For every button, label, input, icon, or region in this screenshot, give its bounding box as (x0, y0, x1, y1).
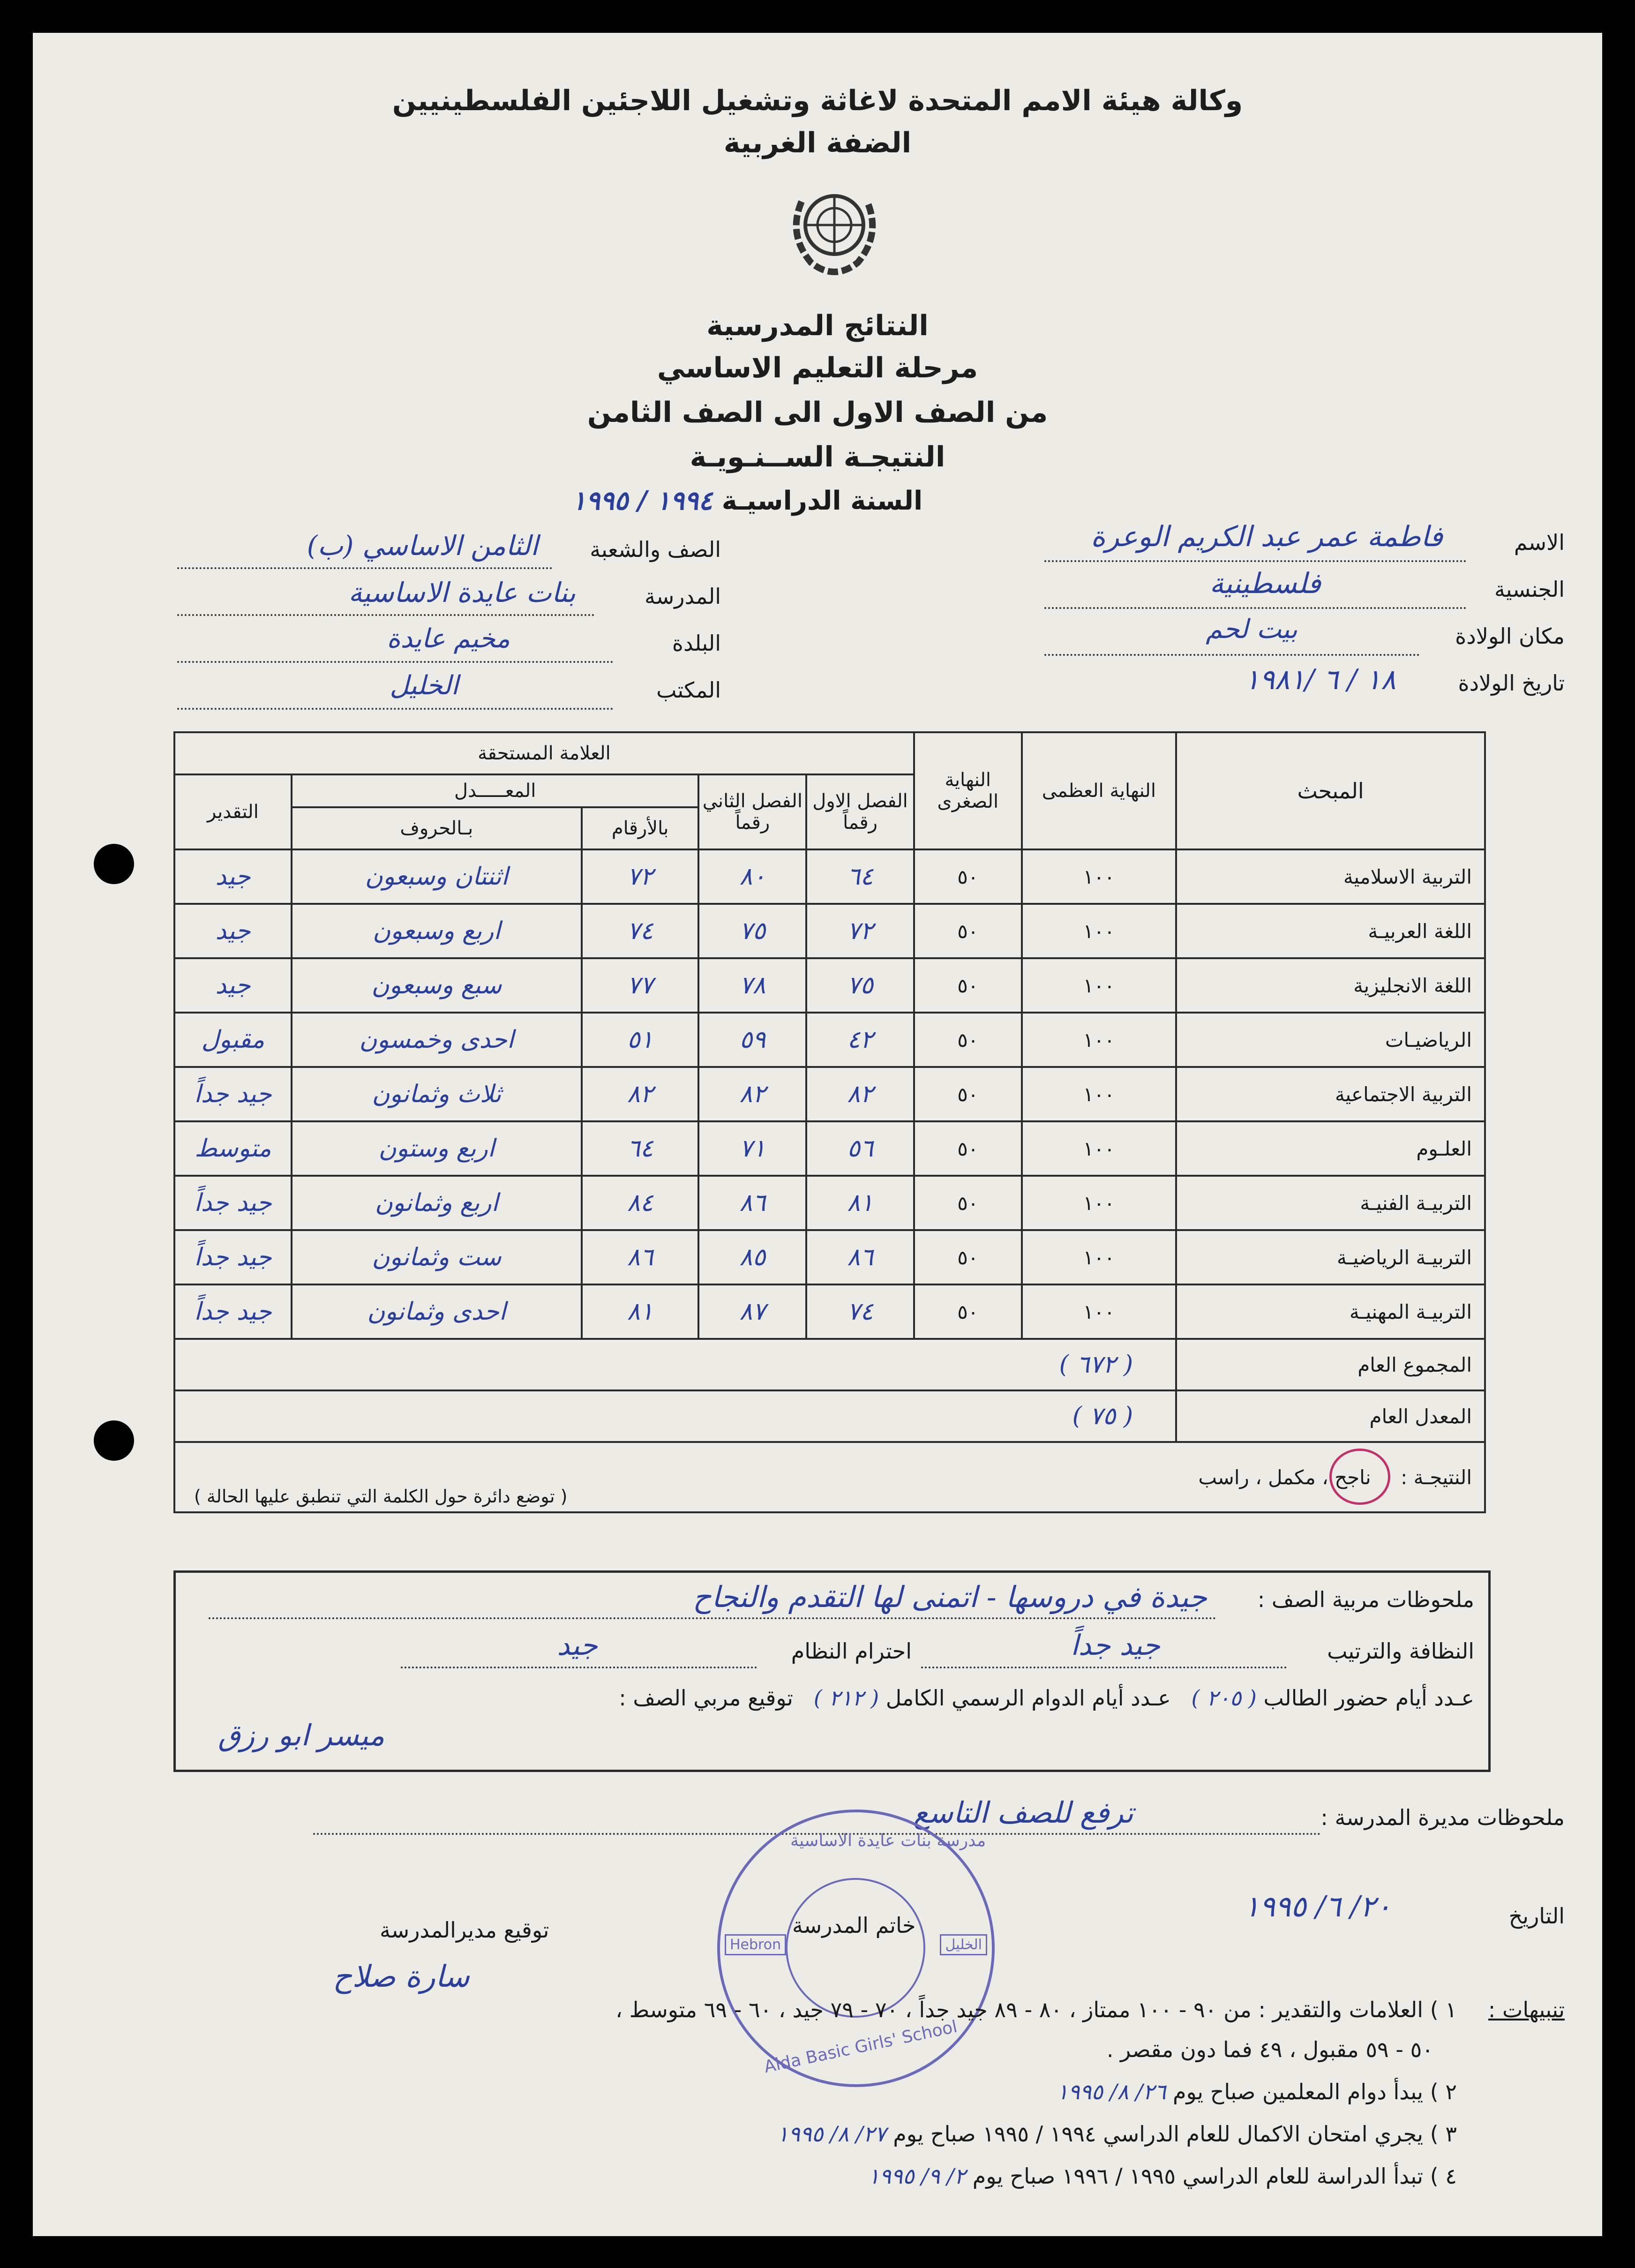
table-row (174, 1176, 1485, 1230)
nationality-value: فلسطينية (1209, 567, 1321, 600)
punch-hole (94, 844, 134, 884)
min-cell: ٥٠ (914, 1176, 1022, 1230)
discipline-value: جيد (557, 1629, 598, 1662)
un-emblem-icon (783, 173, 886, 295)
cleanliness-label: النظافة والترتيب (1327, 1638, 1474, 1664)
notice-3 (777, 2121, 1457, 2147)
term2-cell: ٨٧ (698, 1284, 806, 1339)
notice-4-value: ٢/ ٩/ ١٩٩٥ (868, 2163, 966, 2189)
region-title: الضفة الغربية (723, 127, 912, 159)
notice-1: ١ ) العلامات والتقدير : من ٩٠ - ١٠٠ ممتاز ، ٨٠ - ٨٩ جيد جداً ، ٧٠ - ٧٩ جيد ، ٦٠ - ٦٩ متوسط ، (615, 1997, 1457, 2022)
remarks-box (173, 1570, 1491, 1772)
avg-digits-cell: ٨٢ (582, 1067, 699, 1121)
min-cell: ٥٠ (914, 849, 1022, 904)
stamp-left-tag: Hebron (725, 1934, 786, 1955)
term1-cell: ٦٤ (806, 849, 914, 904)
notice-3-value: ٢٧/ ٨/ ١٩٩٥ (777, 2121, 886, 2147)
min-cell: ٥٠ (914, 1230, 1022, 1284)
nationality-label: الجنسية (1494, 577, 1565, 602)
term1-cell: ٨٢ (806, 1067, 914, 1121)
date-label: التاريخ (1508, 1903, 1565, 1929)
office-label: المكتب (656, 677, 721, 703)
max-cell: ١٠٠ (1022, 1067, 1177, 1121)
term1-cell: ٧٤ (806, 1284, 914, 1339)
table-row (174, 958, 1485, 1013)
avg-digits-cell: ٧٧ (582, 958, 699, 1013)
birthplace-value: بيت لحم (1206, 614, 1298, 645)
subject-cell: التربيـة المهنيـة (1176, 1284, 1485, 1339)
avg-words-cell: ست وثمانون (292, 1230, 582, 1284)
grade-header: التقدير (174, 774, 292, 849)
office-value: الخليل (390, 670, 458, 701)
total-label: المجموع العام (1176, 1339, 1485, 1390)
max-cell: ١٠٠ (1022, 1176, 1177, 1230)
term1-cell: ٥٦ (806, 1121, 914, 1176)
grade-cell: جيد (174, 904, 292, 958)
school-year-label: السنة الدراسيـة (721, 486, 923, 516)
min-cell: ٥٠ (914, 904, 1022, 958)
max-cell: ١٠٠ (1022, 904, 1177, 958)
stage-title: مرحلة التعليم الاساسي (657, 352, 978, 384)
cleanliness-value: جيد جداً (1070, 1629, 1160, 1662)
agency-title: وكالة هيئة الامم المتحدة لاغاثة وتشغيل اللاجئين الفلسطينيين (392, 84, 1243, 117)
notice-2 (1057, 2079, 1457, 2104)
discipline-label: احترام النظام (791, 1638, 912, 1664)
subject-cell: التربية الاسلامية (1176, 849, 1485, 904)
notices-label: تنبيهات : (1488, 1997, 1565, 2022)
avg-digits-cell: ٧٢ (582, 849, 699, 904)
min-cell: ٥٠ (914, 1013, 1022, 1067)
letters-header: بـالحروف (292, 807, 582, 849)
teacher-signature-label: توقيع مربي الصف : (619, 1685, 793, 1711)
term2-cell: ٥٩ (698, 1013, 806, 1067)
avg-words-cell: سبع وسبعون (292, 958, 582, 1013)
table-row (174, 849, 1485, 904)
min-cell: ٥٠ (914, 1067, 1022, 1121)
stamp-en-text: Aida Basic Girls' School (762, 2017, 959, 2077)
table-row (174, 1284, 1485, 1339)
class-value: الثامن الاساسي (ب) (307, 530, 538, 562)
term1-cell: ٨١ (806, 1176, 914, 1230)
digits-header: بالأرقام (582, 807, 699, 849)
term1-cell: ٧٥ (806, 958, 914, 1013)
town-label: البلدة (672, 631, 721, 656)
principal-notes-label: ملحوظات مديرة المدرسة : (1320, 1805, 1565, 1830)
school-year-value: ١٩٩٤ / ١٩٩٥ (572, 485, 713, 516)
grade-cell: جيد جداً (174, 1067, 292, 1121)
avg-header: المعـــــدل (292, 774, 699, 807)
notice-2-text: ٢ ) يبدأ دوام المعلمين صباح يوم (1173, 2079, 1457, 2104)
avg-words-cell: ثلاث وثمانون (292, 1067, 582, 1121)
term2-cell: ٧٥ (698, 904, 806, 958)
term1-header: الفصل الاول رقماً (806, 774, 914, 849)
min-cell: ٥٠ (914, 958, 1022, 1013)
result-label: النتيجـة : (1401, 1465, 1472, 1489)
average-cell (174, 1390, 1176, 1442)
term2-cell: ٧١ (698, 1121, 806, 1176)
subject-header: المبحث (1176, 732, 1485, 849)
subject-cell: التربيـة الرياضيـة (1176, 1230, 1485, 1284)
avg-words-cell: احدى وخمسون (292, 1013, 582, 1067)
subject-cell: التربية الاجتماعية (1176, 1067, 1485, 1121)
school-label: المدرسة (645, 584, 721, 609)
official-days-label: عـدد أيام الدوام الرسمي الكامل (885, 1685, 1171, 1711)
table-row (174, 1230, 1485, 1284)
school-value: بنات عايدة الاساسية (348, 577, 576, 608)
subject-cell: التربيـة الفنيـة (1176, 1176, 1485, 1230)
term1-cell: ٨٦ (806, 1230, 914, 1284)
grade-cell: متوسط (174, 1121, 292, 1176)
official-days-value: ( ٢١٢ ) (813, 1685, 879, 1711)
notice-1b: ٥٠ - ٥٩ مقبول ، ٤٩ فما دون مقصر . (1106, 2037, 1433, 2062)
total-value: ( ٦٧٢ ) (1059, 1351, 1133, 1379)
principal-sign-value: سارة صلاح (333, 1960, 470, 1994)
table-row (174, 1121, 1485, 1176)
subject-cell: العلـوم (1176, 1121, 1485, 1176)
result-note: ( توضع دائرة حول الكلمة التي تنطبق عليها الحالة ) (194, 1486, 568, 1507)
avg-digits-cell: ٨١ (582, 1284, 699, 1339)
birthplace-label: مكان الولادة (1455, 623, 1565, 649)
avg-digits-cell: ٧٤ (582, 904, 699, 958)
grade-cell: جيد جداً (174, 1284, 292, 1339)
min-header: النهاية الصغرى (914, 732, 1022, 849)
name-label: الاسم (1514, 530, 1565, 555)
teacher-signature-value: ميسر ابو رزق (218, 1718, 385, 1752)
marks-header: العلامة المستحقة (174, 732, 914, 774)
subject-cell: اللغة العربيـة (1176, 904, 1485, 958)
term2-cell: ٨٥ (698, 1230, 806, 1284)
avg-words-cell: اثنتان وسبعون (292, 849, 582, 904)
town-value: مخيم عايدة (387, 623, 510, 654)
subject-cell: الرياضيـات (1176, 1013, 1485, 1067)
name-value: فاطمة عمر عبد الكريم الوعرة (1091, 520, 1443, 553)
term2-cell: ٨٠ (698, 849, 806, 904)
avg-words-cell: اربع وستون (292, 1121, 582, 1176)
avg-digits-cell: ٨٦ (582, 1230, 699, 1284)
max-header: النهاية العظمى (1022, 732, 1177, 849)
result-circle (1329, 1449, 1390, 1505)
term1-cell: ٤٢ (806, 1013, 914, 1067)
report-card-paper (33, 33, 1602, 2236)
seal-label: خاتم المدرسة (792, 1913, 916, 1938)
max-cell: ١٠٠ (1022, 1284, 1177, 1339)
teacher-remarks-value: جيدة في دروسها - اتمنى لها التقدم والنجاح (692, 1580, 1207, 1614)
notice-2-value: ٢٦/ ٨/ ١٩٩٥ (1057, 2079, 1166, 2104)
table-row (174, 904, 1485, 958)
avg-words-cell: اربع وثمانون (292, 1176, 582, 1230)
punch-hole (94, 1420, 134, 1461)
table-row (174, 1067, 1485, 1121)
stamp-ar-text: مدرسة بنات عايدة الاساسية (790, 1831, 986, 1850)
result-type-title: النتيجـة الســنـويـة (690, 441, 945, 473)
average-label: المعدل العام (1176, 1390, 1485, 1442)
total-cell (174, 1339, 1176, 1390)
max-cell: ١٠٠ (1022, 1013, 1177, 1067)
term2-cell: ٧٨ (698, 958, 806, 1013)
grade-cell: جيد (174, 958, 292, 1013)
notice-4 (868, 2163, 1457, 2189)
doc-title: النتائج المدرسية (706, 309, 929, 342)
principal-sign-label: توقيع مديرالمدرسة (380, 1917, 549, 1943)
notice-4-text: ٤ ) تبدأ الدراسة للعام الدراسي ١٩٩٥ / ١٩٩٦ صباح يوم (972, 2163, 1457, 2189)
attendance (619, 1685, 1474, 1711)
notice-3-text: ٣ ) يجري امتحان الاكمال للعام الدراسي ١٩٩٤ / ١٩٩٥ صباح يوم (893, 2121, 1457, 2147)
max-cell: ١٠٠ (1022, 849, 1177, 904)
grade-cell: جيد جداً (174, 1176, 292, 1230)
marks-table (173, 731, 1486, 1513)
result-options: ناجح ، مكمل ، راسب (1198, 1465, 1371, 1489)
subject-cell: اللغة الانجليزية (1176, 958, 1485, 1013)
min-cell: ٥٠ (914, 1284, 1022, 1339)
class-label: الصف والشعبة (590, 537, 721, 562)
birthdate-value: ١٨ / ٦ /١٩٨١ (1244, 663, 1396, 696)
grade-cell: مقبول (174, 1013, 292, 1067)
avg-digits-cell: ٥١ (582, 1013, 699, 1067)
teacher-remarks-label: ملحوظات مربية الصف : (1257, 1587, 1474, 1612)
term2-cell: ٨٢ (698, 1067, 806, 1121)
avg-words-cell: اربع وسبعون (292, 904, 582, 958)
principal-notes-value: ترفع للصف التاسع (913, 1795, 1133, 1830)
term2-header: الفصل الثاني رقماً (698, 774, 806, 849)
result-cell (174, 1442, 1485, 1512)
max-cell: ١٠٠ (1022, 958, 1177, 1013)
min-cell: ٥٠ (914, 1121, 1022, 1176)
attendance-label: عـدد أيام حضور الطالب (1263, 1685, 1474, 1711)
grades-title: من الصف الاول الى الصف الثامن (587, 396, 1048, 429)
school-stamp (717, 1810, 995, 2087)
date-value: ٢٠/ ٦/ ١٩٩٥ (1244, 1889, 1391, 1923)
grade-cell: جيد جداً (174, 1230, 292, 1284)
avg-digits-cell: ٦٤ (582, 1121, 699, 1176)
max-cell: ١٠٠ (1022, 1121, 1177, 1176)
attendance-value: ( ٢٠٥ ) (1191, 1685, 1257, 1711)
avg-words-cell: احدى وثمانون (292, 1284, 582, 1339)
stamp-right-tag: الخليل (940, 1934, 987, 1955)
school-year (572, 485, 922, 516)
table-row (174, 1013, 1485, 1067)
birthdate-label: تاريخ الولادة (1458, 670, 1565, 696)
average-value: ( ٧٥ ) (1072, 1402, 1133, 1430)
max-cell: ١٠٠ (1022, 1230, 1177, 1284)
avg-digits-cell: ٨٤ (582, 1176, 699, 1230)
term2-cell: ٨٦ (698, 1176, 806, 1230)
grade-cell: جيد (174, 849, 292, 904)
term1-cell: ٧٢ (806, 904, 914, 958)
